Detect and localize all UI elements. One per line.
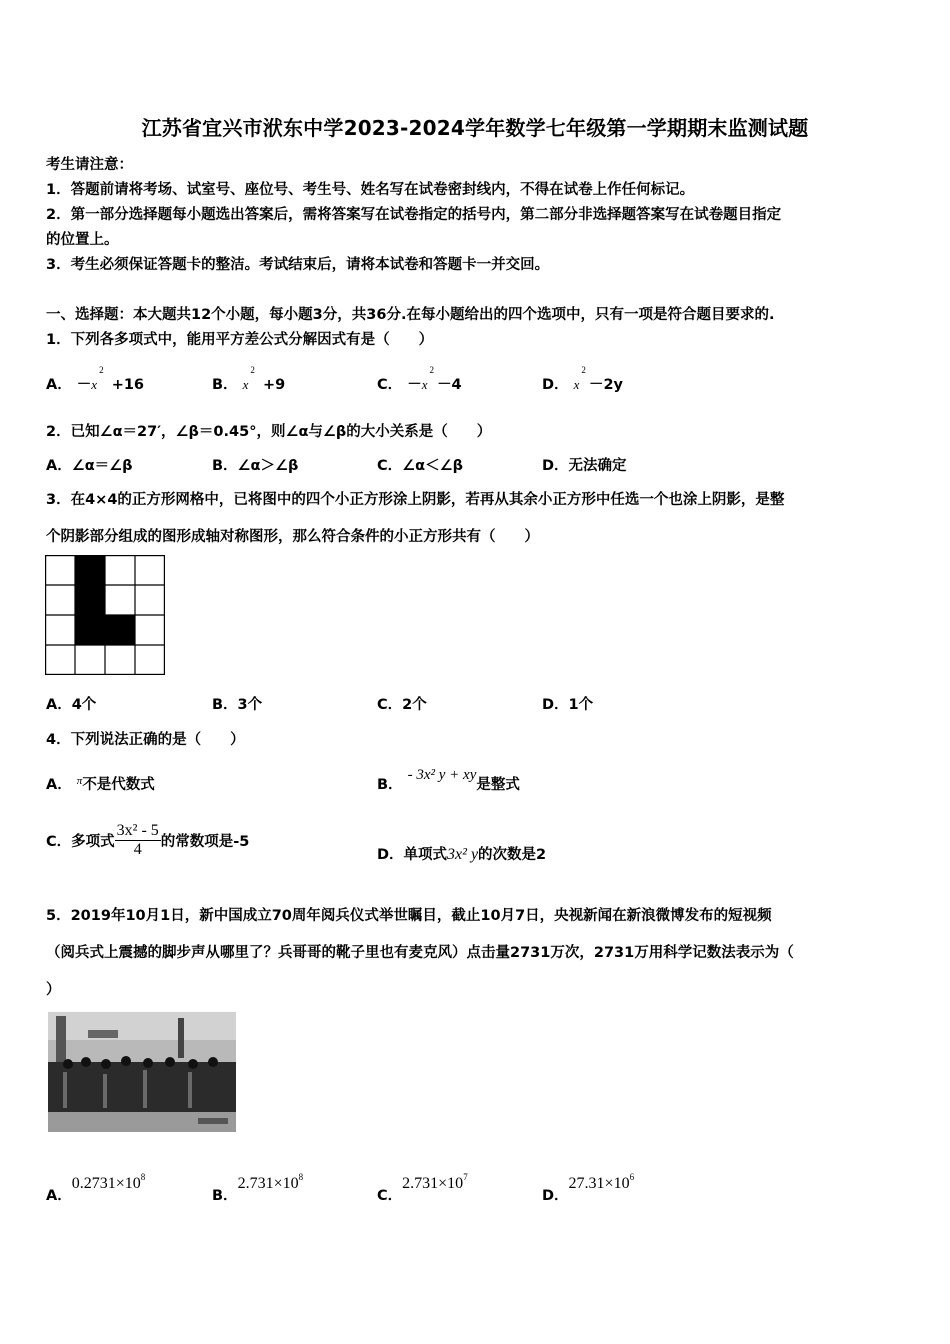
question-3-option-a[interactable]: A．4个 (46, 697, 97, 713)
shaded-cell (75, 585, 105, 615)
question-1-option-c[interactable]: C． $-x^2 -4$ (377, 365, 462, 393)
notice-heading: 考生请注意： (46, 157, 133, 173)
question-5-option-b[interactable]: B．$2.731\times 10^8$ (212, 1172, 304, 1204)
question-2-option-a[interactable]: A．∠α＝∠β (46, 458, 133, 474)
notice-item-1: 1．答题前请将考场、试室号、座位号、考生号、姓名写在试卷密封线内，不得在试卷上作任何标记。 (46, 182, 695, 198)
question-2-option-d[interactable]: D．无法确定 (542, 458, 627, 474)
question-1-option-a[interactable]: A． $-x^2 +16$ (46, 365, 145, 393)
question-1-stem: 1．下列各多项式中，能用平方差公式分解因式有是（ ） (46, 332, 434, 348)
question-5-line2: （阅兵式上震撼的脚步声从哪里了？兵哥哥的靴子里也有麦克风）点击量2731万次，2731万用科学记数法表示为（ (46, 945, 794, 961)
shaded-cell (75, 555, 105, 585)
grid-figure (45, 555, 165, 675)
parade-photo (48, 1012, 236, 1132)
shaded-cell (105, 615, 135, 645)
notice-item-2-cont: 的位置上。 (46, 232, 119, 248)
page-title: 江苏省宜兴市洑东中学2023-2024学年数学七年级第一学期期末监测试题 (141, 116, 809, 140)
question-2-stem: 2．已知∠α＝27′，∠β＝0.45°，则∠α与∠β的大小关系是（ ） (46, 424, 492, 440)
question-5-option-d[interactable]: D．$27.31\times 10^6$ (542, 1172, 635, 1204)
question-1-option-d[interactable]: D． $x^2 -2y$ (542, 365, 623, 393)
question-3-option-d[interactable]: D．1个 (542, 697, 594, 713)
fraction: $\frac{\text{3x² - 5}}{4}$ (116, 822, 159, 858)
question-4-option-a[interactable]: A． $^\pi$不是代数式 (46, 775, 155, 793)
question-5-line1: 5．2019年10月1日，新中国成立70周年阅兵仪式举世瞩目，截止10月7日，央视新闻在新浪微博发布的短视频 (46, 908, 772, 924)
question-5-option-c[interactable]: C．$2.731\times 10^7$ (377, 1172, 468, 1204)
question-3-option-b[interactable]: B．3个 (212, 697, 263, 713)
question-4-stem: 4．下列说法正确的是（ ） (46, 732, 245, 748)
question-3-option-c[interactable]: C．2个 (377, 697, 427, 713)
question-2-option-c[interactable]: C．∠α＜∠β (377, 458, 463, 474)
question-4-option-c[interactable]: C．多项式 $\frac{\text{3x² - 5}}{4}$ 的常数项是-5 (46, 822, 250, 858)
notice-item-2: 2．第一部分选择题每小题选出答案后，需将答案写在试卷指定的括号内，第二部分非选择题答案写在试卷题目指定 (46, 207, 782, 223)
question-1-option-b[interactable]: B． $x^2 +9$ (212, 365, 286, 393)
question-5-line3: ） (46, 982, 61, 998)
notice-item-3: 3．考生必须保证答题卡的整洁。考试结束后，请将本试卷和答题卡一并交回。 (46, 257, 550, 273)
question-4-option-d[interactable]: D．单项式3x² y的次数是2 (377, 846, 547, 863)
question-2-option-b[interactable]: B．∠α＞∠β (212, 458, 299, 474)
section-heading: 一、选择题：本大题共12个小题，每小题3分，共36分.在每小题给出的四个选项中，只有一项是符合题目要求的. (46, 307, 775, 323)
question-3-stem-line1: 3．在4×4的正方形网格中，已将图中的四个小正方形涂上阴影，若再从其余小正方形中任选一个也涂上阴影，是整 (46, 492, 785, 508)
question-3-stem-line2: 个阴影部分组成的图形成轴对称图形，那么符合条件的小正方形共有（ ） (46, 529, 539, 545)
shaded-cell (75, 615, 105, 645)
question-4-option-b[interactable]: B． - 3x² y + xy是整式 (377, 767, 520, 793)
question-5-option-a[interactable]: A．$0.2731\times 10^8$ (46, 1172, 146, 1204)
